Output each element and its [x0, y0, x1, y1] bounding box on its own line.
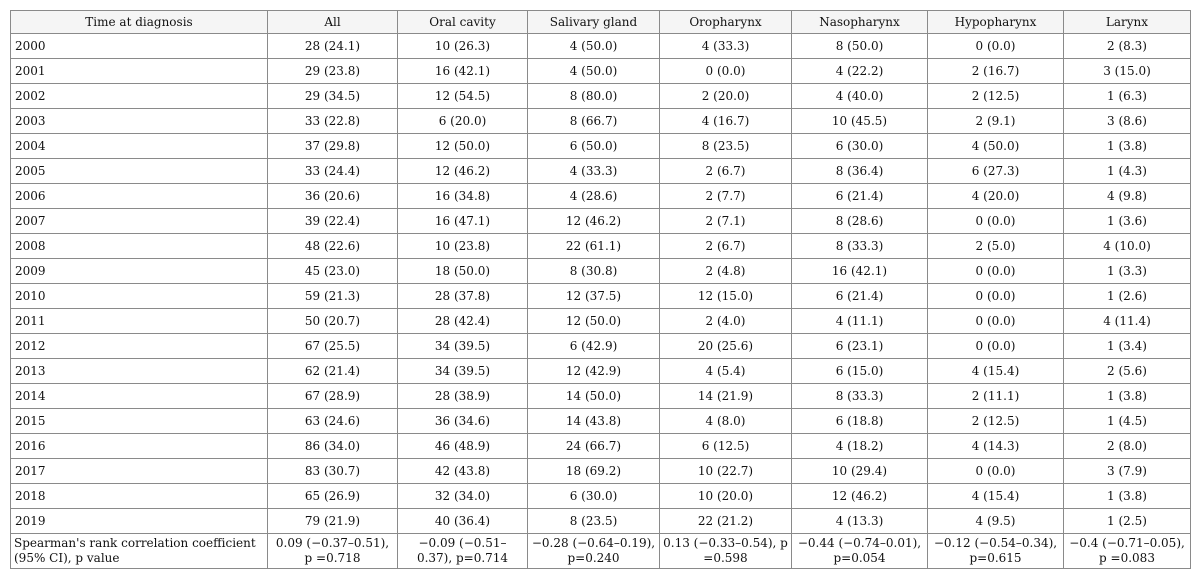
cell-time: 2013: [11, 359, 268, 384]
cell-salivary-gland: 24 (66.7): [528, 434, 660, 459]
table-row: [11, 109, 1191, 134]
cell-oropharynx: 10 (20.0): [660, 484, 792, 509]
data-table: [10, 10, 1191, 569]
cell-larynx: 1 (3.6): [1064, 209, 1191, 234]
cell-salivary-gland: 4 (33.3): [528, 159, 660, 184]
cell-oropharynx: 4 (33.3): [660, 34, 792, 59]
table-row: [11, 359, 1191, 384]
cell-oropharynx: 4 (8.0): [660, 409, 792, 434]
cell-salivary-gland: 4 (50.0): [528, 34, 660, 59]
cell-oral-cavity: 10 (23.8): [398, 234, 528, 259]
cell-nasopharynx: 8 (33.3): [792, 234, 928, 259]
cell-larynx: 2 (5.6): [1064, 359, 1191, 384]
cell-oropharynx: 20 (25.6): [660, 334, 792, 359]
cell-salivary-gland: 6 (50.0): [528, 134, 660, 159]
cell-all: 48 (22.6): [268, 234, 398, 259]
cell-time: 2011: [11, 309, 268, 334]
cell-time: 2017: [11, 459, 268, 484]
cell-hypopharynx: 2 (11.1): [928, 384, 1064, 409]
cell-hypopharynx: 0 (0.0): [928, 34, 1064, 59]
cell-all: 59 (21.3): [268, 284, 398, 309]
cell-oral-cavity: 40 (36.4): [398, 509, 528, 534]
cell-oropharynx: 8 (23.5): [660, 134, 792, 159]
cell-larynx: 3 (8.6): [1064, 109, 1191, 134]
cell-oropharynx: 2 (7.1): [660, 209, 792, 234]
column-header-oral-cavity: Oral cavity: [398, 11, 528, 34]
correlation-cell-larynx: −0.4 (−0.71–0.05), p =0.083: [1064, 534, 1191, 569]
cell-hypopharynx: 2 (16.7): [928, 59, 1064, 84]
cell-hypopharynx: 2 (5.0): [928, 234, 1064, 259]
cell-oral-cavity: 18 (50.0): [398, 259, 528, 284]
cell-nasopharynx: 8 (28.6): [792, 209, 928, 234]
cell-larynx: 2 (8.0): [1064, 434, 1191, 459]
cell-oropharynx: 6 (12.5): [660, 434, 792, 459]
cell-larynx: 1 (2.6): [1064, 284, 1191, 309]
cell-hypopharynx: 2 (12.5): [928, 409, 1064, 434]
cell-nasopharynx: 12 (46.2): [792, 484, 928, 509]
cell-all: 67 (25.5): [268, 334, 398, 359]
table-row: [11, 184, 1191, 209]
cell-time: 2007: [11, 209, 268, 234]
cell-salivary-gland: 6 (42.9): [528, 334, 660, 359]
table-row: [11, 484, 1191, 509]
cell-salivary-gland: 4 (28.6): [528, 184, 660, 209]
cell-nasopharynx: 4 (11.1): [792, 309, 928, 334]
header-row: [11, 11, 1191, 34]
table-row: [11, 159, 1191, 184]
cell-oropharynx: 10 (22.7): [660, 459, 792, 484]
cell-hypopharynx: 6 (27.3): [928, 159, 1064, 184]
cell-nasopharynx: 16 (42.1): [792, 259, 928, 284]
cell-larynx: 4 (10.0): [1064, 234, 1191, 259]
cell-nasopharynx: 6 (15.0): [792, 359, 928, 384]
cell-nasopharynx: 4 (22.2): [792, 59, 928, 84]
cell-nasopharynx: 10 (29.4): [792, 459, 928, 484]
cell-oropharynx: 2 (6.7): [660, 234, 792, 259]
table-row: [11, 384, 1191, 409]
cell-all: 79 (21.9): [268, 509, 398, 534]
table-row: [11, 259, 1191, 284]
table-row: [11, 309, 1191, 334]
cell-oral-cavity: 12 (50.0): [398, 134, 528, 159]
cell-salivary-gland: 14 (50.0): [528, 384, 660, 409]
cell-oral-cavity: 28 (38.9): [398, 384, 528, 409]
cell-oropharynx: 2 (6.7): [660, 159, 792, 184]
table-row: [11, 509, 1191, 534]
cell-time: 2005: [11, 159, 268, 184]
cell-oral-cavity: 46 (48.9): [398, 434, 528, 459]
cell-hypopharynx: 4 (15.4): [928, 359, 1064, 384]
cell-time: 2001: [11, 59, 268, 84]
correlation-cell-all: 0.09 (−0.37–0.51), p =0.718: [268, 534, 398, 569]
table-row: [11, 459, 1191, 484]
cell-hypopharynx: 0 (0.0): [928, 334, 1064, 359]
cell-oral-cavity: 28 (42.4): [398, 309, 528, 334]
cell-oral-cavity: 12 (46.2): [398, 159, 528, 184]
cell-nasopharynx: 6 (30.0): [792, 134, 928, 159]
cell-oropharynx: 2 (20.0): [660, 84, 792, 109]
cell-all: 63 (24.6): [268, 409, 398, 434]
cell-hypopharynx: 0 (0.0): [928, 259, 1064, 284]
cell-larynx: 1 (3.8): [1064, 384, 1191, 409]
cell-time: 2004: [11, 134, 268, 159]
cell-nasopharynx: 10 (45.5): [792, 109, 928, 134]
cell-time: 2009: [11, 259, 268, 284]
cell-oral-cavity: 36 (34.6): [398, 409, 528, 434]
cell-oral-cavity: 34 (39.5): [398, 359, 528, 384]
cell-hypopharynx: 0 (0.0): [928, 209, 1064, 234]
table-row: [11, 409, 1191, 434]
cell-oropharynx: 2 (4.8): [660, 259, 792, 284]
cell-time: 2008: [11, 234, 268, 259]
column-header-larynx: Larynx: [1064, 11, 1191, 34]
cell-hypopharynx: 4 (15.4): [928, 484, 1064, 509]
cell-oropharynx: 4 (5.4): [660, 359, 792, 384]
cell-nasopharynx: 8 (33.3): [792, 384, 928, 409]
cell-salivary-gland: 12 (37.5): [528, 284, 660, 309]
cell-larynx: 2 (8.3): [1064, 34, 1191, 59]
correlation-cell-hypopharynx: −0.12 (−0.54–0.34), p=0.615: [928, 534, 1064, 569]
cell-larynx: 3 (7.9): [1064, 459, 1191, 484]
cell-larynx: 4 (9.8): [1064, 184, 1191, 209]
cell-time: 2010: [11, 284, 268, 309]
cell-hypopharynx: 4 (9.5): [928, 509, 1064, 534]
cell-nasopharynx: 4 (13.3): [792, 509, 928, 534]
cell-hypopharynx: 2 (9.1): [928, 109, 1064, 134]
cell-nasopharynx: 6 (21.4): [792, 184, 928, 209]
cell-all: 45 (23.0): [268, 259, 398, 284]
column-header-time: Time at diagnosis: [11, 11, 268, 34]
cell-larynx: 1 (2.5): [1064, 509, 1191, 534]
cell-hypopharynx: 0 (0.0): [928, 284, 1064, 309]
cell-oral-cavity: 12 (54.5): [398, 84, 528, 109]
cell-all: 67 (28.9): [268, 384, 398, 409]
cell-larynx: 1 (3.4): [1064, 334, 1191, 359]
cell-salivary-gland: 8 (30.8): [528, 259, 660, 284]
table-row: [11, 84, 1191, 109]
cell-larynx: 1 (6.3): [1064, 84, 1191, 109]
cell-salivary-gland: 14 (43.8): [528, 409, 660, 434]
cell-salivary-gland: 8 (66.7): [528, 109, 660, 134]
cell-salivary-gland: 18 (69.2): [528, 459, 660, 484]
cell-larynx: 1 (4.5): [1064, 409, 1191, 434]
cell-time: 2016: [11, 434, 268, 459]
table-row: [11, 134, 1191, 159]
cell-all: 65 (26.9): [268, 484, 398, 509]
cell-oral-cavity: 28 (37.8): [398, 284, 528, 309]
table-row: [11, 234, 1191, 259]
cell-time: 2014: [11, 384, 268, 409]
cell-hypopharynx: 4 (20.0): [928, 184, 1064, 209]
cell-oropharynx: 0 (0.0): [660, 59, 792, 84]
cell-time: 2003: [11, 109, 268, 134]
cell-all: 50 (20.7): [268, 309, 398, 334]
correlation-cell-nasopharynx: −0.44 (−0.74–0.01), p=0.054: [792, 534, 928, 569]
cell-oral-cavity: 32 (34.0): [398, 484, 528, 509]
cell-all: 33 (22.8): [268, 109, 398, 134]
cell-salivary-gland: 12 (46.2): [528, 209, 660, 234]
cell-larynx: 1 (3.3): [1064, 259, 1191, 284]
cell-all: 28 (24.1): [268, 34, 398, 59]
table-body: [11, 34, 1191, 569]
cell-salivary-gland: 12 (42.9): [528, 359, 660, 384]
column-header-nasopharynx: Nasopharynx: [792, 11, 928, 34]
cell-nasopharynx: 6 (18.8): [792, 409, 928, 434]
cell-hypopharynx: 2 (12.5): [928, 84, 1064, 109]
cell-all: 29 (23.8): [268, 59, 398, 84]
cell-all: 86 (34.0): [268, 434, 398, 459]
cell-all: 39 (22.4): [268, 209, 398, 234]
table-row: [11, 34, 1191, 59]
table-row: [11, 284, 1191, 309]
cell-oral-cavity: 34 (39.5): [398, 334, 528, 359]
cell-time: 2002: [11, 84, 268, 109]
cell-salivary-gland: 6 (30.0): [528, 484, 660, 509]
cell-time: 2015: [11, 409, 268, 434]
cell-larynx: 1 (3.8): [1064, 484, 1191, 509]
correlation-cell-salivary-gland: −0.28 (−0.64–0.19), p=0.240: [528, 534, 660, 569]
cell-larynx: 1 (3.8): [1064, 134, 1191, 159]
cell-nasopharynx: 6 (21.4): [792, 284, 928, 309]
correlation-cell-time: Spearman's rank correlation coefficient (95% CI), p value: [11, 534, 268, 569]
cell-larynx: 1 (4.3): [1064, 159, 1191, 184]
correlation-cell-oral-cavity: −0.09 (−0.51–0.37), p=0.714: [398, 534, 528, 569]
correlation-cell-oropharynx: 0.13 (−0.33–0.54), p =0.598: [660, 534, 792, 569]
cell-time: 2018: [11, 484, 268, 509]
cell-nasopharynx: 6 (23.1): [792, 334, 928, 359]
cell-oropharynx: 4 (16.7): [660, 109, 792, 134]
cell-hypopharynx: 0 (0.0): [928, 459, 1064, 484]
cell-all: 29 (34.5): [268, 84, 398, 109]
cell-oral-cavity: 10 (26.3): [398, 34, 528, 59]
cell-nasopharynx: 4 (40.0): [792, 84, 928, 109]
table-row: [11, 434, 1191, 459]
cell-oral-cavity: 16 (42.1): [398, 59, 528, 84]
cell-hypopharynx: 0 (0.0): [928, 309, 1064, 334]
cell-oral-cavity: 6 (20.0): [398, 109, 528, 134]
table-row: [11, 59, 1191, 84]
column-header-hypopharynx: Hypopharynx: [928, 11, 1064, 34]
cell-hypopharynx: 4 (50.0): [928, 134, 1064, 159]
cell-salivary-gland: 12 (50.0): [528, 309, 660, 334]
column-header-salivary-gland: Salivary gland: [528, 11, 660, 34]
cell-all: 62 (21.4): [268, 359, 398, 384]
cell-oropharynx: 14 (21.9): [660, 384, 792, 409]
column-header-oropharynx: Oropharynx: [660, 11, 792, 34]
cell-salivary-gland: 8 (23.5): [528, 509, 660, 534]
cell-salivary-gland: 22 (61.1): [528, 234, 660, 259]
cell-time: 2019: [11, 509, 268, 534]
cell-salivary-gland: 4 (50.0): [528, 59, 660, 84]
cell-time: 2012: [11, 334, 268, 359]
cell-oropharynx: 12 (15.0): [660, 284, 792, 309]
cell-oropharynx: 2 (4.0): [660, 309, 792, 334]
cell-hypopharynx: 4 (14.3): [928, 434, 1064, 459]
table-row: [11, 209, 1191, 234]
column-header-all: All: [268, 11, 398, 34]
cell-nasopharynx: 4 (18.2): [792, 434, 928, 459]
cell-larynx: 4 (11.4): [1064, 309, 1191, 334]
cell-all: 36 (20.6): [268, 184, 398, 209]
cell-nasopharynx: 8 (50.0): [792, 34, 928, 59]
cell-oral-cavity: 42 (43.8): [398, 459, 528, 484]
cell-time: 2000: [11, 34, 268, 59]
cell-all: 37 (29.8): [268, 134, 398, 159]
cell-all: 83 (30.7): [268, 459, 398, 484]
cell-oral-cavity: 16 (47.1): [398, 209, 528, 234]
cell-time: 2006: [11, 184, 268, 209]
cell-all: 33 (24.4): [268, 159, 398, 184]
cell-oropharynx: 22 (21.2): [660, 509, 792, 534]
cell-larynx: 3 (15.0): [1064, 59, 1191, 84]
cell-salivary-gland: 8 (80.0): [528, 84, 660, 109]
table-row: [11, 334, 1191, 359]
cell-oral-cavity: 16 (34.8): [398, 184, 528, 209]
correlation-row: [11, 534, 1191, 569]
cell-nasopharynx: 8 (36.4): [792, 159, 928, 184]
cell-oropharynx: 2 (7.7): [660, 184, 792, 209]
